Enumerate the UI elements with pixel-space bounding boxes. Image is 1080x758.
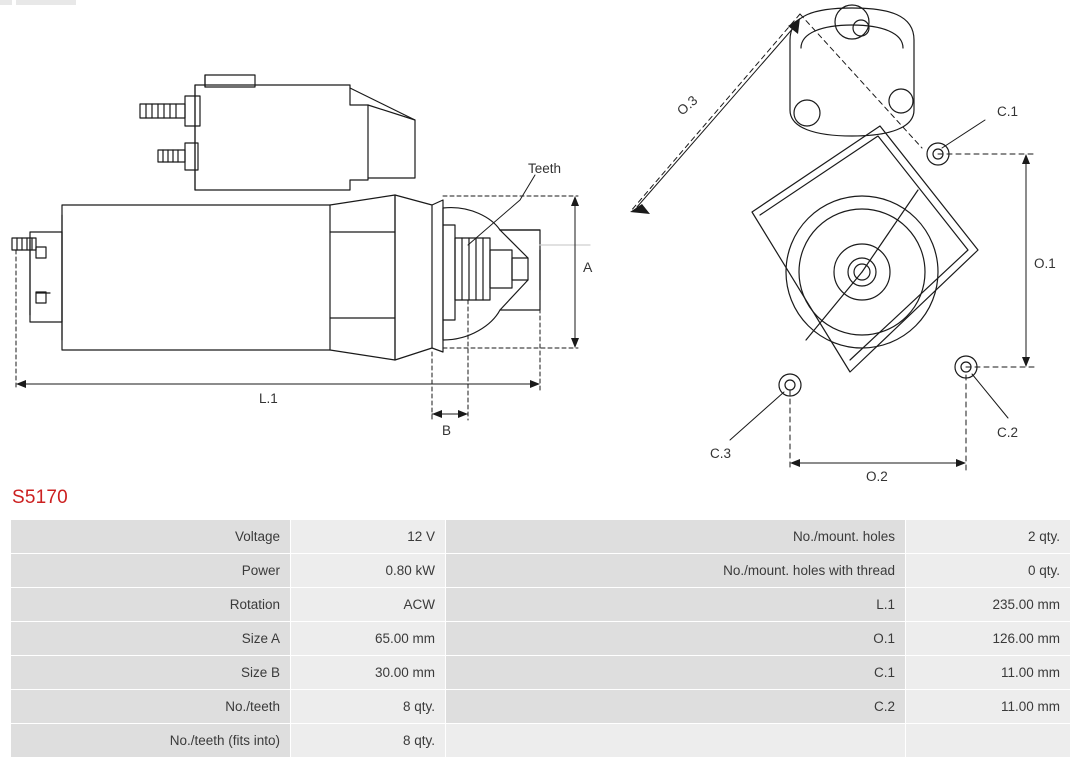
spec-value: 0 qty. xyxy=(906,554,1071,588)
spec-label: Power xyxy=(11,554,291,588)
spec-label: C.1 xyxy=(446,656,906,690)
svg-text:O.3: O.3 xyxy=(674,92,701,119)
spec-label: No./mount. holes xyxy=(446,520,906,554)
spec-value: ACW xyxy=(291,588,446,622)
spec-empty xyxy=(906,724,1071,758)
spec-value: 2 qty. xyxy=(906,520,1071,554)
svg-text:O.2: O.2 xyxy=(866,469,888,484)
svg-text:C.3: C.3 xyxy=(710,446,732,461)
table-row xyxy=(11,690,1071,724)
spec-value: 235.00 mm xyxy=(906,588,1071,622)
spec-label: No./mount. holes with thread xyxy=(446,554,906,588)
table-row xyxy=(11,520,1071,554)
spec-value: 12 V xyxy=(291,520,446,554)
part-number: S5170 xyxy=(12,487,68,508)
spec-empty xyxy=(446,724,906,758)
table-row xyxy=(11,554,1071,588)
spec-label: Size B xyxy=(11,656,291,690)
svg-text:L.1: L.1 xyxy=(259,391,278,406)
spec-value: 30.00 mm xyxy=(291,656,446,690)
spec-label: L.1 xyxy=(446,588,906,622)
spec-value: 8 qty. xyxy=(291,724,446,758)
spec-label: Rotation xyxy=(11,588,291,622)
spec-value: 0.80 kW xyxy=(291,554,446,588)
svg-text:Teeth: Teeth xyxy=(528,161,562,176)
spec-value: 65.00 mm xyxy=(291,622,446,656)
specifications-table xyxy=(10,519,1071,758)
spec-label: Voltage xyxy=(11,520,291,554)
svg-text:C.1: C.1 xyxy=(997,104,1019,119)
spec-value: 126.00 mm xyxy=(906,622,1071,656)
spec-label: C.2 xyxy=(446,690,906,724)
table-row xyxy=(11,588,1071,622)
table-row xyxy=(11,656,1071,690)
svg-text:C.2: C.2 xyxy=(997,425,1019,440)
spec-value: 11.00 mm xyxy=(906,656,1071,690)
spec-label: No./teeth (fits into) xyxy=(11,724,291,758)
table-row xyxy=(11,622,1071,656)
svg-text:A: A xyxy=(583,259,593,275)
spec-label: No./teeth xyxy=(11,690,291,724)
table-row xyxy=(11,724,1071,758)
svg-text:B: B xyxy=(442,423,452,438)
svg-text:O.1: O.1 xyxy=(1034,256,1056,271)
spec-value: 8 qty. xyxy=(291,690,446,724)
spec-value: 11.00 mm xyxy=(906,690,1071,724)
spec-label: O.1 xyxy=(446,622,906,656)
spec-label: Size A xyxy=(11,622,291,656)
